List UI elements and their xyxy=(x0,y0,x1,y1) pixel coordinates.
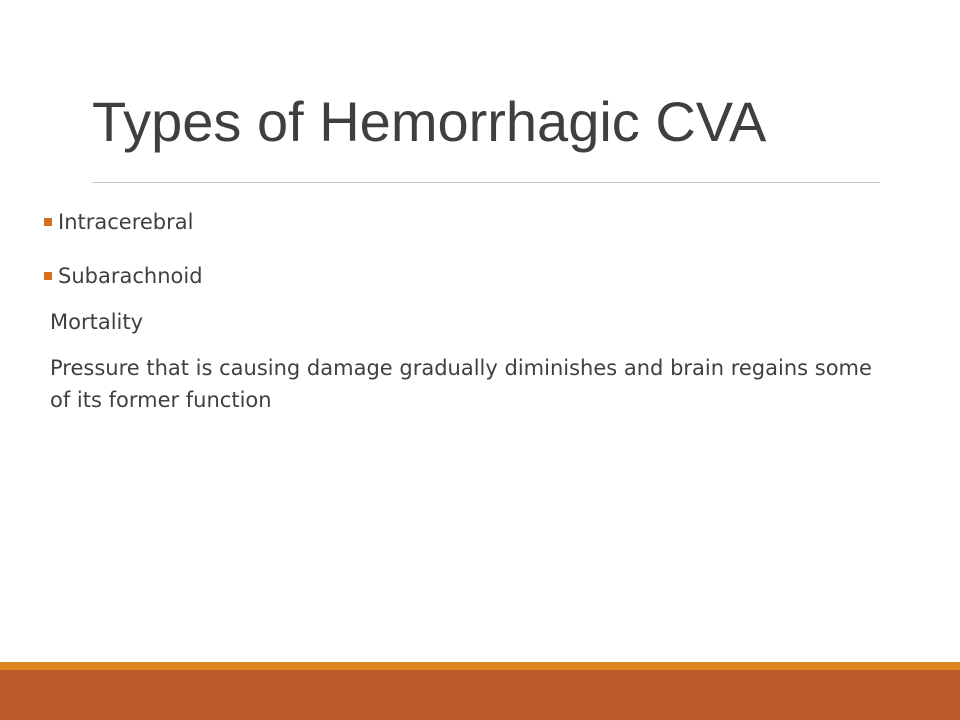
footer-accent-stripe xyxy=(0,662,960,670)
bullet-item-intracerebral xyxy=(44,202,884,242)
bullet-label: Intracerebral xyxy=(58,210,194,234)
footer-band xyxy=(0,670,960,720)
paragraph-pressure: Pressure that is causing damage gradually diminishes and brain regains some of its former function xyxy=(50,356,872,412)
square-bullet-icon xyxy=(44,272,52,280)
title-divider xyxy=(92,182,880,183)
slide-body xyxy=(44,202,884,430)
paragraph-mortality: Mortality xyxy=(50,310,144,334)
bullet-label: Subarachnoid xyxy=(58,264,203,288)
square-bullet-icon xyxy=(44,218,52,226)
bullet-item-subarachnoid xyxy=(44,256,884,296)
slide-title: Types of Hemorrhagic CVA xyxy=(92,90,767,153)
